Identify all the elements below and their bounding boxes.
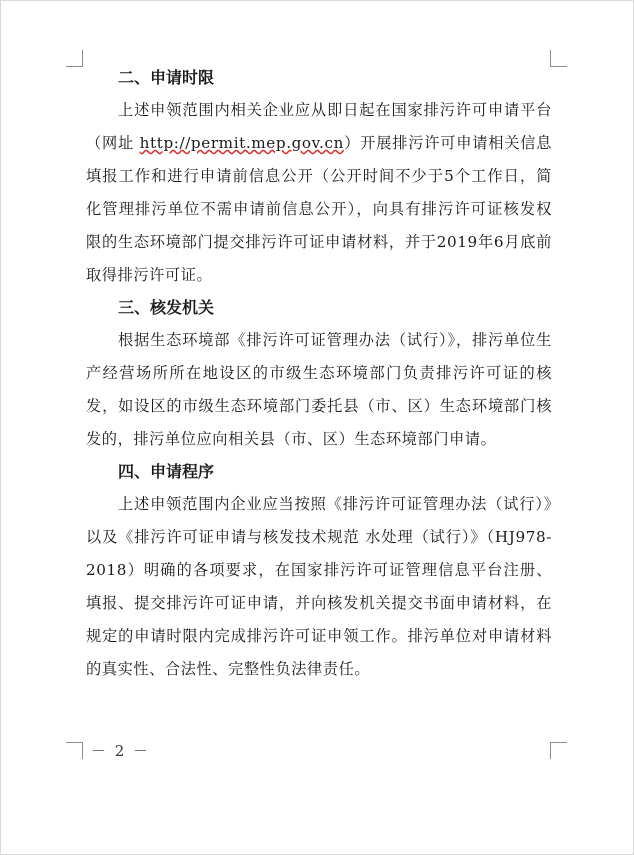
page-number: － 2 －: [91, 742, 151, 760]
paragraph-text: ）开展排污许可申请相关信息填报工作和进行申请前信息公开（公开时间不少于5个工作日，简化管理排污单位不需申请前信息公开），向具有排污许可证核发权限的生态环境部门提交排污许可证申请材料，并于2019年6月底前取得排污许可证。: [86, 134, 552, 284]
top-left-crop-mark: [66, 50, 83, 67]
bottom-left-crop-mark: [66, 742, 83, 759]
section-heading-application-procedure: 四、申请程序: [118, 462, 215, 481]
platform-url-link[interactable]: http://permit.mep.gov.cn: [139, 134, 344, 152]
section-heading-issuing-authority: 三、核发机关: [118, 298, 215, 317]
section-heading-application-deadline: 二、申请时限: [118, 68, 215, 87]
top-right-crop-mark: [550, 50, 567, 67]
paragraph-text: 上述申领范围内相关企业应从即日起在国家排污许可申请平台（网址: [86, 101, 552, 152]
paragraph-application-deadline: [86, 94, 552, 292]
bottom-right-crop-mark: [550, 742, 567, 759]
paragraph-issuing-authority: 根据生态环境部《排污许可证管理办法（试行）》，排污单位生产经营场所所在地设区的市级生态环境部门负责排污许可证的核发，如设区的市级生态环境部门委托县（市、区）生态环境部门核发的，排污单位应向相关县（市、区）生态环境部门申请。: [86, 331, 552, 448]
paragraph-application-procedure: 上述申领范围内企业应当按照《排污许可证管理办法（试行）》以及《排污许可证申请与核发技术规范 水处理（试行）》（HJ978-2018）明确的各项要求，在国家排污许可证管理信息平台注册、填报、提交排污许可证申请，并向核发机关提交书面申请材料，在规定的申请时限内完成排污许可证申领工作。排污单位对申请材料的真实性、合法性、完整性负法律责任。: [86, 495, 552, 678]
document-body: [86, 62, 552, 686]
